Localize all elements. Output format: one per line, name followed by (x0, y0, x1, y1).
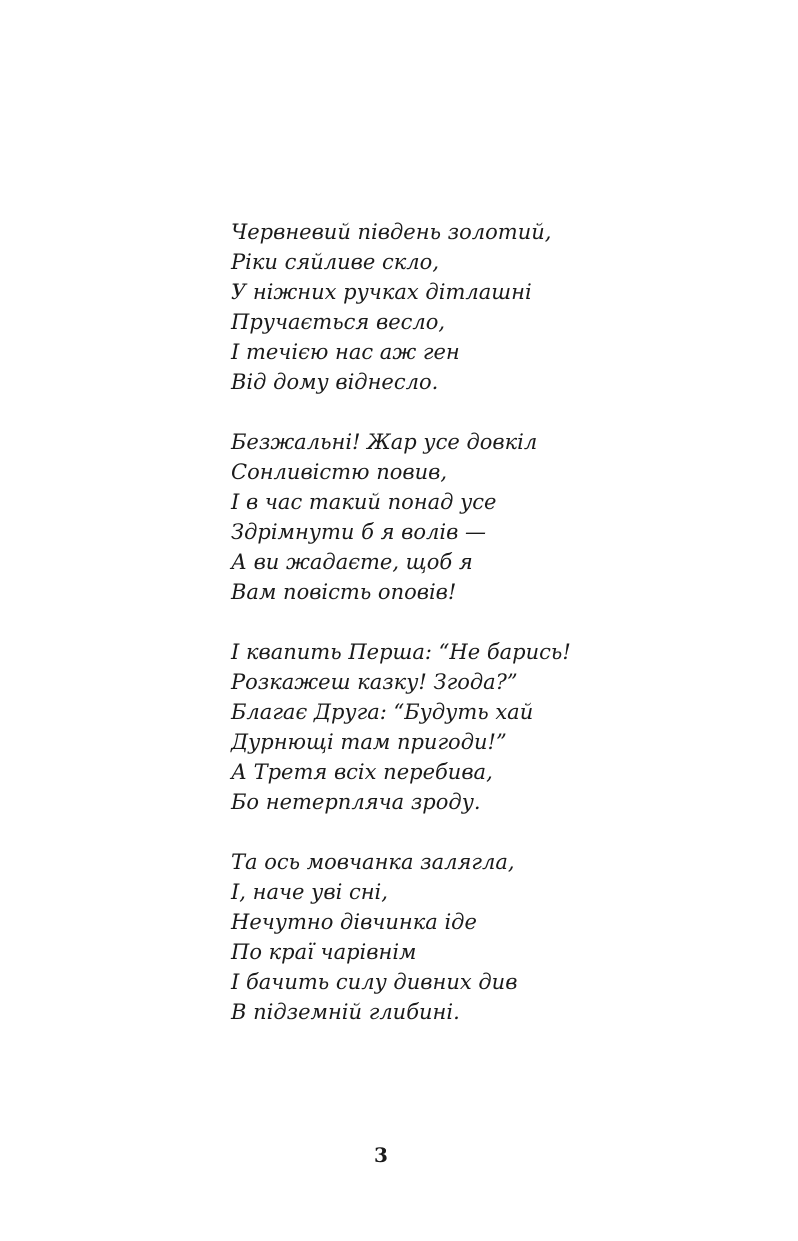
poem-line: Та ось мовчанка залягла, (231, 850, 515, 874)
poem-line: Бо нетерпляча зроду. (231, 790, 481, 814)
poem-line: А ви жадаєте, щоб я (231, 550, 473, 574)
poem-line: В підземній глибині. (231, 1000, 460, 1024)
poem-line: І, наче уві сні, (231, 880, 388, 904)
stanza-4 (231, 847, 751, 1027)
poem-line: Безжальні! Жар усе довкіл (231, 430, 538, 454)
poem (231, 217, 751, 1057)
poem-line: І бачить силу дивних див (231, 970, 518, 994)
poem-line: Ріки сяйливе скло, (231, 250, 439, 274)
poem-line: По краї чарівнім (231, 940, 417, 964)
poem-line: Вам повість оповів! (231, 580, 457, 604)
poem-line: Благає Друга: “Будуть хай (231, 700, 534, 724)
poem-line: Від дому віднесло. (231, 370, 439, 394)
poem-line: Здрімнути б я волів — (231, 520, 487, 544)
stanza-2 (231, 427, 751, 607)
poem-line: І квапить Перша: “Не барись! (231, 640, 571, 664)
stanza-1 (231, 217, 751, 397)
page-number: 3 (374, 1143, 388, 1167)
stanza-3 (231, 637, 751, 817)
poem-line: Червневий південь золотий, (231, 220, 552, 244)
poem-line: Пручається весло, (231, 310, 446, 334)
poem-line: Нечутно дівчинка іде (231, 910, 477, 934)
poem-line: А Третя всіх перебива, (231, 760, 493, 784)
poem-line: Сонливістю повив, (231, 460, 448, 484)
poem-line: У ніжних ручках дітлашні (231, 280, 532, 304)
poem-line: Розкажеш казку! Згода?” (231, 670, 518, 694)
poem-line: Дурнющі там пригоди!” (231, 730, 507, 754)
poem-line: І течією нас аж ген (231, 340, 460, 364)
poem-line: І в час такий понад усе (231, 490, 497, 514)
